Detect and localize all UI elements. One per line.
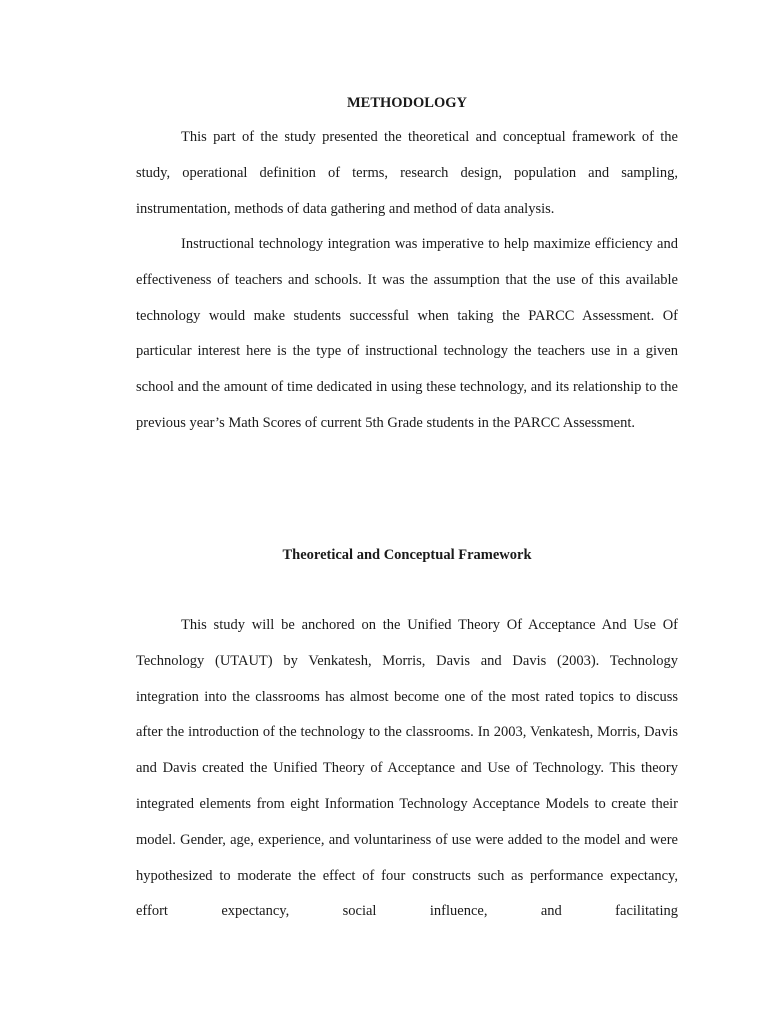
paragraph-instructional-technology: Instructional technology integration was imperative to help maximize efficiency and effectiveness of teachers and schools. It was the assumption that the use of this available technology would make students successful when taking the PARCC Assessment. Of particular interest here is the type of instructional technology the teachers use in a given school and the amount of time dedicated in using these technology, and its relationship to the previous year’s Math Scores of current 5th Grade students in the PARCC Assessment. <box>136 236 678 431</box>
section-heading-framework: Theoretical and Conceptual Framework <box>282 547 532 563</box>
paragraph-framework: This study will be anchored on the Unified Theory Of Acceptance And Use Of Technology (UTAUT) by Venkatesh, Morris, Davis and Davis (2003). Technology integration into the classrooms has almost become one of the most rated topics to discuss after the introduction of the technology to the classrooms. In 2003, Venkatesh, Morris, Davis and Davis created the Unified Theory of Acceptance and Use of Technology. This theory integrated elements from eight Information Technology Acceptance Models to create their model. Gender, age, experience, and voluntariness of use were added to the model and were hypothesized to moderate the effect of four constructs such as performance expectancy, effort expectancy, social influence, and facilitating <box>136 617 678 920</box>
paragraph-intro: This part of the study presented the theoretical and conceptual framework of the study, operational definition of terms, research design, population and sampling, instrumentation, methods of data gathering and method of data analysis. <box>136 129 678 217</box>
page-title: METHODOLOGY <box>346 95 468 111</box>
